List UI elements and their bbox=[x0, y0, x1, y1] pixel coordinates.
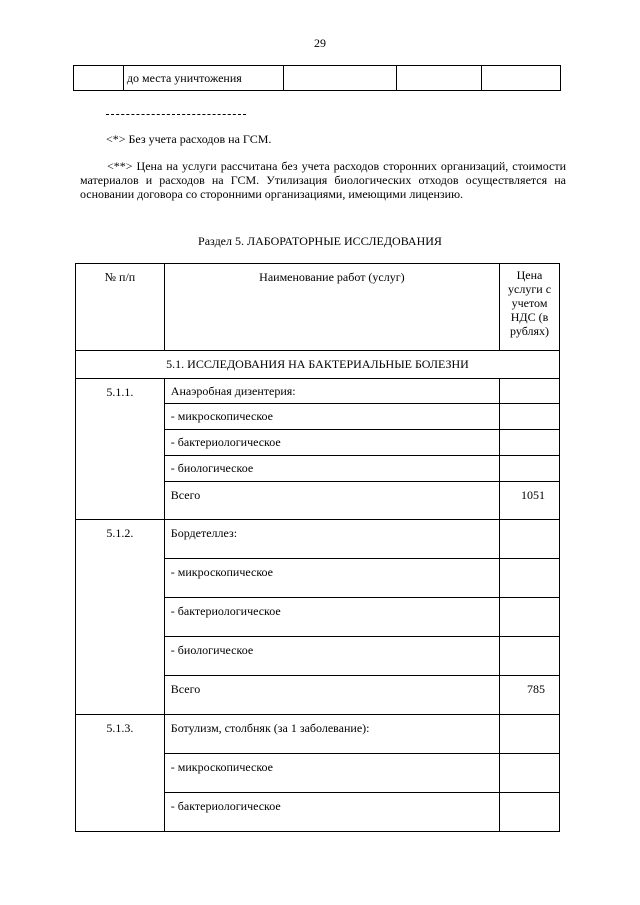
item-number: 5.1.1. bbox=[76, 379, 165, 520]
price-cell bbox=[500, 379, 560, 404]
item-title: Бордетеллез: bbox=[164, 520, 499, 559]
price-cell bbox=[500, 404, 560, 430]
item-subrow: - бактериологическое bbox=[164, 598, 499, 637]
item-subrow: - бактериологическое bbox=[164, 793, 499, 832]
item-number: 5.1.2. bbox=[76, 520, 165, 715]
price-cell bbox=[500, 559, 560, 598]
footnote-1: <*> Без учета расходов на ГСМ. bbox=[106, 132, 272, 146]
footnote-separator bbox=[106, 114, 246, 115]
price-cell bbox=[500, 456, 560, 482]
header-num: № п/п bbox=[76, 264, 165, 351]
subsection-row bbox=[76, 351, 560, 379]
item-total-price: 785 bbox=[500, 676, 560, 715]
item-subrow: - бактериологическое bbox=[164, 430, 499, 456]
price-cell bbox=[500, 793, 560, 832]
table-cell bbox=[74, 66, 124, 91]
price-cell bbox=[500, 598, 560, 637]
price-cell bbox=[500, 754, 560, 793]
top-table-fragment bbox=[73, 65, 561, 91]
item-total-price: 1051 bbox=[500, 482, 560, 520]
table-header-row bbox=[76, 264, 560, 351]
subsection-title: 5.1. ИССЛЕДОВАНИЯ НА БАКТЕРИАЛЬНЫЕ БОЛЕЗНИ bbox=[76, 351, 560, 379]
table-cell bbox=[396, 66, 481, 91]
footnote-2: <**> Цена на услуги рассчитана без учета расходов сторонних организаций, стоимости материалов и расходов на ГСМ. Утилизация биологических отходов осуществляется на основании договора со сторонними организациями, имеющими лицензию. bbox=[80, 159, 566, 201]
price-cell bbox=[500, 715, 560, 754]
header-name: Наименование работ (услуг) bbox=[164, 264, 499, 351]
item-subrow: - микроскопическое bbox=[164, 559, 499, 598]
item-subrow: - биологическое bbox=[164, 456, 499, 482]
item-number: 5.1.3. bbox=[76, 715, 165, 832]
price-cell bbox=[500, 637, 560, 676]
item-total-label: Всего bbox=[164, 482, 499, 520]
item-subrow: - биологическое bbox=[164, 637, 499, 676]
table-cell: до места уничтожения bbox=[123, 66, 283, 91]
table-row bbox=[76, 715, 560, 754]
item-subrow: - микроскопическое bbox=[164, 754, 499, 793]
lab-prices-table bbox=[75, 263, 560, 832]
table-cell bbox=[481, 66, 560, 91]
price-cell bbox=[500, 430, 560, 456]
table-row bbox=[76, 520, 560, 559]
page-number: 29 bbox=[314, 36, 326, 50]
table-row bbox=[76, 379, 560, 404]
item-total-label: Всего bbox=[164, 676, 499, 715]
item-subrow: - микроскопическое bbox=[164, 404, 499, 430]
section-title: Раздел 5. ЛАБОРАТОРНЫЕ ИССЛЕДОВАНИЯ bbox=[198, 234, 442, 248]
table-row bbox=[74, 66, 561, 91]
table-cell bbox=[283, 66, 396, 91]
item-title: Анаэробная дизентерия: bbox=[164, 379, 499, 404]
header-price: Цена услуги с учетом НДС (в рублях) bbox=[500, 264, 560, 351]
item-title: Ботулизм, столбняк (за 1 заболевание): bbox=[164, 715, 499, 754]
price-cell bbox=[500, 520, 560, 559]
